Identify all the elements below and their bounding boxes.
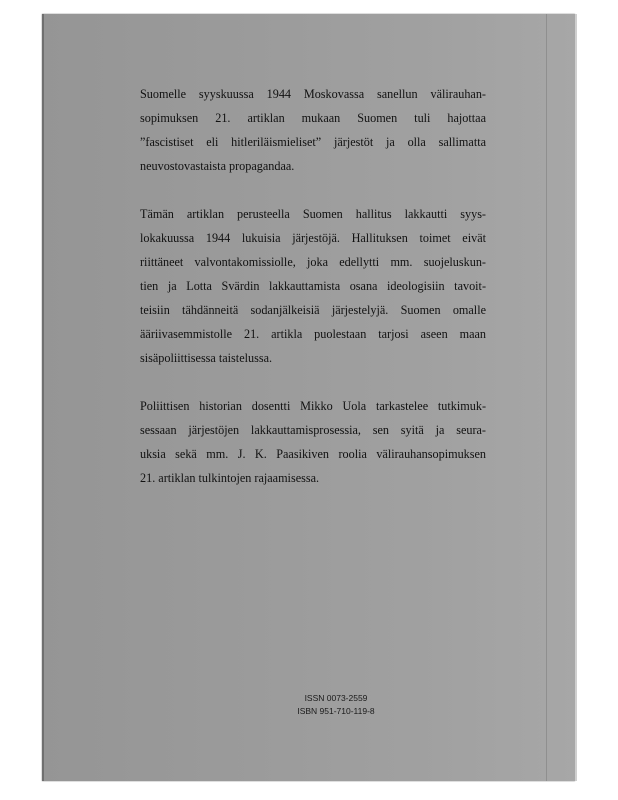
text-line: teisiin tähdänneitä sodanjälkeisiä järjestelyjä. Suomen omalle bbox=[140, 303, 486, 317]
text-line: ”fascistiset eli hitleriläismieliset” järjestöt ja olla sallimatta bbox=[140, 135, 486, 149]
isbn-number: ISBN 951-710-119-8 bbox=[297, 706, 375, 716]
blurb-paragraph-3 bbox=[140, 394, 486, 490]
text-line: Poliittisen historian dosentti Mikko Uola tarkastelee tutkimuk- bbox=[140, 399, 486, 413]
text-line: riittäneet valvontakomissiolle, joka edellytti mm. suojeluskun- bbox=[140, 255, 486, 269]
text-line: sopimuksen 21. artiklan mukaan Suomen tuli hajottaa bbox=[140, 111, 486, 125]
publication-identifiers bbox=[42, 692, 575, 718]
text-line: uksia sekä mm. J. K. Paasikiven roolia välirauhansopimuksen bbox=[140, 447, 486, 461]
text-line: sisäpoliittisessa taistelussa. bbox=[140, 351, 273, 365]
text-line: ääriivasemmistolle 21. artikla puolestaan tarjosi aseen maan bbox=[140, 327, 486, 341]
blurb-paragraph-1 bbox=[140, 82, 486, 178]
text-line: neuvostovastaista propagandaa. bbox=[140, 159, 295, 173]
issn-number: ISSN 0073-2559 bbox=[304, 693, 368, 703]
blurb-text bbox=[140, 82, 486, 514]
text-line: Tämän artiklan perusteella Suomen hallitus lakkautti syys- bbox=[140, 207, 486, 221]
text-line: 21. artiklan tulkintojen rajaamisessa. bbox=[140, 471, 320, 485]
page-edge bbox=[575, 14, 577, 781]
text-line: Suomelle syyskuussa 1944 Moskovassa sanellun välirauhan- bbox=[140, 87, 486, 101]
text-line: lokakuussa 1944 lukuisia järjestöjä. Hallituksen toimet eivät bbox=[140, 231, 486, 245]
back-cover bbox=[42, 14, 575, 781]
text-line: tien ja Lotta Svärdin lakkauttamista osana ideologisiin tavoit- bbox=[140, 279, 486, 293]
text-line: sessaan järjestöjen lakkauttamisprosessia, sen syitä ja seura- bbox=[140, 423, 486, 437]
blurb-paragraph-2 bbox=[140, 202, 486, 370]
